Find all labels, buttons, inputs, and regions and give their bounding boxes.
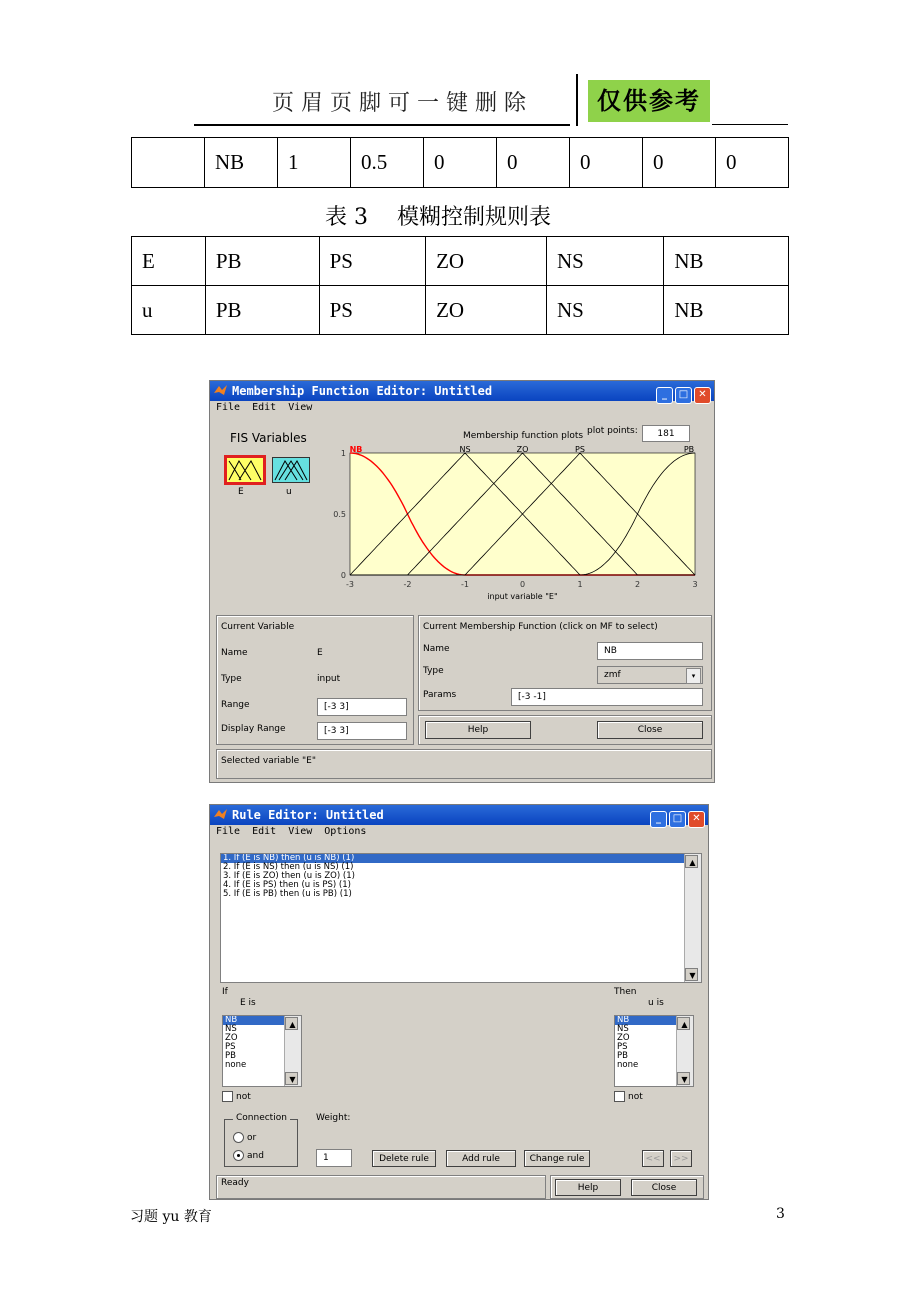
table-cell: 0 bbox=[716, 138, 789, 188]
checkbox-icon[interactable] bbox=[222, 1091, 233, 1102]
list-item[interactable]: ZO bbox=[617, 1033, 630, 1043]
mf-label-pb: PB bbox=[683, 445, 695, 454]
list-item[interactable]: PS bbox=[617, 1042, 628, 1052]
table-cell: 1 bbox=[278, 138, 351, 188]
current-variable-heading: Current Variable bbox=[221, 622, 295, 632]
table-caption: 表 3 模糊控制规则表 bbox=[325, 205, 551, 230]
current-variable-panel bbox=[216, 615, 414, 745]
x-axis-label: input variable "E" bbox=[487, 592, 558, 601]
table-cell: PS bbox=[319, 237, 426, 286]
rule-item[interactable]: 5. If (E is PB) then (u is PB) (1) bbox=[223, 889, 352, 899]
rule-item[interactable]: 2. If (E is NS) then (u is NS) (1) bbox=[223, 862, 354, 872]
rule-item[interactable]: 1. If (E is NB) then (u is NB) (1) bbox=[221, 854, 701, 863]
table-cell: NB bbox=[664, 286, 789, 335]
table-cell: NS bbox=[547, 237, 664, 286]
menu-file[interactable]: File bbox=[216, 826, 241, 837]
connection-group bbox=[224, 1113, 298, 1167]
rule-editor-window bbox=[209, 804, 709, 1200]
x-tick-label: 2 bbox=[634, 580, 641, 589]
page-header-text: 页眉页脚可一键删除 bbox=[272, 91, 534, 116]
maximize-icon[interactable]: □ bbox=[675, 387, 692, 404]
rule-item[interactable]: 4. If (E is PS) then (u is PS) (1) bbox=[223, 880, 351, 890]
header-badge: 仅供参考 bbox=[588, 80, 710, 122]
mf-type-select[interactable] bbox=[597, 666, 703, 684]
table-row bbox=[132, 286, 789, 335]
rule-editor-titlebar[interactable] bbox=[210, 805, 708, 825]
table-cell: u bbox=[132, 286, 206, 335]
list-item[interactable]: none bbox=[225, 1060, 247, 1070]
u-is-label: u is bbox=[648, 998, 664, 1008]
mf-name-input[interactable]: NB bbox=[597, 642, 703, 660]
rule-editor-title: Rule Editor: Untitled bbox=[232, 808, 384, 822]
if-label: If bbox=[222, 987, 228, 997]
or-label: or bbox=[247, 1133, 257, 1143]
footer-text: 习题 yu 教育 bbox=[130, 1209, 212, 1225]
plot-points-input[interactable]: 181 bbox=[642, 425, 690, 442]
scroll-up-icon[interactable]: ▲ bbox=[285, 1017, 298, 1030]
close-button[interactable]: Close bbox=[631, 1179, 697, 1196]
menu-file[interactable]: File bbox=[216, 402, 241, 413]
table-cell: PB bbox=[205, 286, 319, 335]
mf-params-label: Params bbox=[423, 690, 457, 700]
list-item[interactable]: PB bbox=[617, 1051, 628, 1061]
delete-rule-button[interactable]: Delete rule bbox=[372, 1150, 436, 1167]
header-rule bbox=[194, 124, 570, 126]
e-options-list[interactable] bbox=[222, 1015, 302, 1087]
table-cell: NB bbox=[205, 138, 278, 188]
maximize-icon[interactable]: □ bbox=[669, 811, 686, 828]
table-cell: E bbox=[132, 237, 206, 286]
menu-edit[interactable]: Edit bbox=[252, 402, 277, 413]
mf-label-ps: PS bbox=[575, 445, 585, 454]
menu-options[interactable]: Options bbox=[324, 826, 367, 837]
help-button[interactable]: Help bbox=[425, 721, 531, 739]
button-panel bbox=[550, 1175, 704, 1199]
list-item[interactable]: PS bbox=[225, 1042, 236, 1052]
menu-view[interactable]: View bbox=[288, 826, 313, 837]
mf-thumbnail-icon bbox=[227, 458, 263, 482]
variable-type-value: input bbox=[317, 674, 341, 684]
type-label: Type bbox=[221, 674, 242, 684]
u-options-list[interactable] bbox=[614, 1015, 694, 1087]
table-cell: NS bbox=[547, 286, 664, 335]
not-label: not bbox=[628, 1092, 643, 1102]
current-mf-heading: Current Membership Function (click on MF to select) bbox=[423, 622, 658, 632]
name-label: Name bbox=[221, 648, 248, 658]
e-scrollbar[interactable] bbox=[284, 1016, 301, 1086]
rules-scrollbar[interactable] bbox=[684, 854, 701, 982]
scroll-up-icon[interactable]: ▲ bbox=[685, 855, 698, 868]
e-not-checkbox[interactable] bbox=[222, 1091, 251, 1102]
mf-name-label: Name bbox=[423, 644, 450, 654]
variable-u-label: u bbox=[286, 487, 292, 497]
rules-list[interactable] bbox=[220, 853, 702, 983]
add-rule-button[interactable]: Add rule bbox=[446, 1150, 516, 1167]
mf-label-zo: ZO bbox=[516, 445, 529, 454]
table-cell: ZO bbox=[426, 286, 547, 335]
close-icon[interactable]: ✕ bbox=[688, 811, 705, 828]
mf-type-value: zmf bbox=[604, 670, 621, 680]
list-item[interactable]: PB bbox=[225, 1051, 236, 1061]
status-bar bbox=[216, 749, 712, 779]
list-item[interactable]: NB bbox=[615, 1016, 693, 1025]
and-label: and bbox=[247, 1151, 264, 1161]
x-tick-label: -3 bbox=[346, 580, 354, 589]
or-radio[interactable] bbox=[233, 1132, 256, 1143]
status-text: Ready bbox=[221, 1178, 249, 1188]
table-cell: NB bbox=[664, 237, 789, 286]
variable-name-value: E bbox=[317, 648, 323, 658]
list-item[interactable]: NS bbox=[617, 1024, 629, 1034]
table-cell: PS bbox=[319, 286, 426, 335]
table-cell: PB bbox=[205, 237, 319, 286]
x-tick-label: 3 bbox=[692, 580, 698, 589]
not-label: not bbox=[236, 1092, 251, 1102]
chevron-down-icon[interactable]: ▾ bbox=[686, 668, 701, 684]
fis-variables-label: FIS Variables bbox=[230, 431, 307, 445]
x-tick-label: -2 bbox=[403, 580, 412, 589]
x-tick-label: -1 bbox=[461, 580, 469, 589]
range-label: Range bbox=[221, 700, 250, 710]
mf-label-ns: NS bbox=[459, 445, 471, 454]
membership-table bbox=[131, 137, 789, 188]
list-item[interactable]: NB bbox=[223, 1016, 301, 1025]
variable-u-box[interactable] bbox=[272, 457, 310, 483]
scroll-down-icon[interactable]: ▼ bbox=[685, 968, 698, 981]
header-divider bbox=[576, 74, 578, 126]
radio-icon[interactable] bbox=[233, 1150, 244, 1161]
y-tick-label: 0.5 bbox=[333, 510, 346, 519]
menu-edit[interactable]: Edit bbox=[252, 826, 277, 837]
list-item[interactable]: NS bbox=[225, 1024, 237, 1034]
and-radio[interactable] bbox=[233, 1150, 264, 1161]
list-item[interactable]: ZO bbox=[225, 1033, 238, 1043]
prev-button[interactable]: << bbox=[642, 1150, 664, 1167]
y-tick-label: 0 bbox=[340, 571, 346, 580]
rule-table bbox=[131, 236, 789, 335]
table-cell: 0.5 bbox=[351, 138, 424, 188]
plot-title: Membership function plots bbox=[463, 431, 584, 441]
table-cell: 0 bbox=[497, 138, 570, 188]
help-button[interactable]: Help bbox=[555, 1179, 621, 1196]
x-tick-label: 0 bbox=[519, 580, 526, 589]
table-cell bbox=[132, 138, 205, 188]
scroll-down-icon[interactable]: ▼ bbox=[677, 1072, 690, 1085]
current-mf-panel bbox=[418, 615, 712, 711]
display-range-label: Display Range bbox=[221, 724, 286, 734]
menu-view[interactable]: View bbox=[288, 402, 313, 413]
minimize-icon[interactable]: _ bbox=[656, 387, 673, 404]
weight-label: Weight: bbox=[316, 1113, 351, 1123]
status-bar bbox=[216, 1175, 546, 1199]
rule-editor-menubar bbox=[212, 826, 374, 840]
table-row bbox=[132, 237, 789, 286]
mf-thumbnail-icon bbox=[273, 458, 309, 482]
button-panel bbox=[418, 715, 712, 745]
mf-label-nb: NB bbox=[349, 445, 363, 454]
mf-plot[interactable] bbox=[330, 443, 700, 623]
header-rule-right bbox=[712, 124, 788, 125]
range-input[interactable]: [-3 3] bbox=[317, 698, 407, 716]
scroll-up-icon[interactable]: ▲ bbox=[677, 1017, 690, 1030]
table-cell: 0 bbox=[570, 138, 643, 188]
close-button[interactable]: Close bbox=[597, 721, 703, 739]
variable-e-label: E bbox=[238, 487, 244, 497]
change-rule-button[interactable]: Change rule bbox=[524, 1150, 590, 1167]
weight-input[interactable]: 1 bbox=[316, 1149, 352, 1167]
mf-editor-title: Membership Function Editor: Untitled bbox=[232, 384, 493, 398]
matlab-logo-icon bbox=[213, 807, 228, 822]
u-not-checkbox[interactable] bbox=[614, 1091, 643, 1102]
table-cell: ZO bbox=[426, 237, 547, 286]
e-is-label: E is bbox=[240, 998, 256, 1008]
minimize-icon[interactable]: _ bbox=[650, 811, 667, 828]
rule-item[interactable]: 3. If (E is ZO) then (u is ZO) (1) bbox=[223, 871, 355, 881]
variable-e-box[interactable] bbox=[224, 455, 266, 485]
list-item[interactable]: none bbox=[617, 1060, 639, 1070]
radio-icon[interactable] bbox=[233, 1132, 244, 1143]
x-tick-label: 1 bbox=[577, 580, 583, 589]
mf-editor-menubar bbox=[212, 402, 320, 416]
mf-editor-titlebar[interactable] bbox=[210, 381, 714, 401]
y-tick-label: 1 bbox=[340, 449, 346, 458]
matlab-logo-icon bbox=[213, 383, 228, 398]
connection-label: Connection bbox=[233, 1113, 290, 1123]
u-scrollbar[interactable] bbox=[676, 1016, 693, 1086]
checkbox-icon[interactable] bbox=[614, 1091, 625, 1102]
mf-type-label: Type bbox=[423, 666, 444, 676]
then-label: Then bbox=[614, 987, 637, 997]
display-range-input[interactable]: [-3 3] bbox=[317, 722, 407, 740]
table-cell: 0 bbox=[424, 138, 497, 188]
page-number: 3 bbox=[776, 1206, 785, 1222]
status-text: Selected variable "E" bbox=[221, 756, 317, 766]
next-button[interactable]: >> bbox=[670, 1150, 692, 1167]
mf-editor-window bbox=[209, 380, 715, 783]
table-cell: 0 bbox=[643, 138, 716, 188]
close-icon[interactable]: ✕ bbox=[694, 387, 711, 404]
mf-params-input[interactable]: [-3 -1] bbox=[511, 688, 703, 706]
plot-points-label: plot points: bbox=[587, 426, 638, 436]
scroll-down-icon[interactable]: ▼ bbox=[285, 1072, 298, 1085]
